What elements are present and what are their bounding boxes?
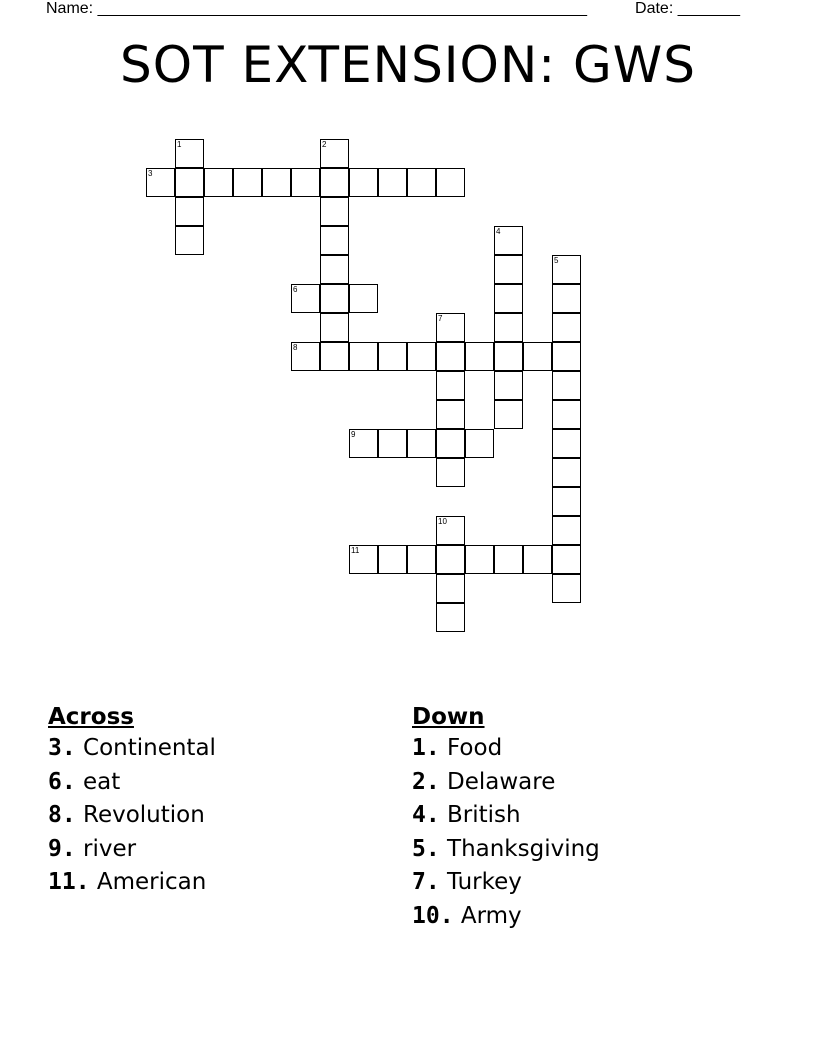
grid-cell[interactable] (320, 313, 349, 342)
clue-down-1 (412, 732, 600, 766)
grid-cell[interactable] (436, 429, 465, 458)
cell-number: 6 (293, 285, 298, 294)
grid-cell[interactable] (407, 342, 436, 371)
grid-cell[interactable] (320, 139, 349, 168)
grid-cell[interactable] (349, 429, 378, 458)
grid-cell[interactable] (494, 255, 523, 284)
grid-cell[interactable] (436, 603, 465, 632)
clue-text: Continental (75, 735, 216, 761)
grid-cell[interactable] (523, 342, 552, 371)
clue-text: Thanksgiving (439, 835, 600, 862)
clue-number: 1. (412, 735, 440, 761)
grid-cell[interactable] (262, 168, 291, 197)
clue-across-11 (48, 866, 216, 900)
grid-cell[interactable] (378, 429, 407, 458)
clue-number: 11. (48, 869, 90, 895)
grid-cell[interactable] (465, 429, 494, 458)
clue-across-3 (48, 732, 216, 766)
grid-cell[interactable] (175, 168, 204, 197)
grid-cell[interactable] (175, 139, 204, 168)
clue-number: 4. (412, 802, 440, 828)
grid-cell[interactable] (436, 516, 465, 545)
grid-cell[interactable] (349, 342, 378, 371)
cell-number: 7 (438, 314, 443, 323)
grid-cell[interactable] (552, 255, 581, 284)
grid-cell[interactable] (523, 545, 552, 574)
grid-cell[interactable] (320, 284, 349, 313)
clue-down-5 (412, 833, 600, 867)
grid-cell[interactable] (291, 168, 320, 197)
cell-number: 11 (351, 546, 360, 555)
down-clues (412, 700, 600, 933)
grid-cell[interactable] (494, 545, 523, 574)
grid-cell[interactable] (436, 168, 465, 197)
grid-cell[interactable] (291, 342, 320, 371)
grid-cell[interactable] (320, 226, 349, 255)
clue-text: Delaware (439, 768, 556, 795)
clue-down-2 (412, 766, 600, 800)
grid-cell[interactable] (552, 342, 581, 371)
clue-text: river (75, 835, 137, 862)
clue-text: eat (75, 768, 121, 795)
cell-number: 9 (351, 430, 356, 439)
grid-cell[interactable] (552, 284, 581, 313)
clue-across-9 (48, 833, 216, 867)
clue-across-6 (48, 766, 216, 800)
cell-number: 10 (438, 517, 447, 526)
grid-cell[interactable] (552, 458, 581, 487)
name-field-label: Name: _______________________________________________________ (46, 0, 587, 17)
grid-cell[interactable] (552, 400, 581, 429)
grid-cell[interactable] (494, 400, 523, 429)
cell-number: 1 (177, 140, 182, 149)
cell-number: 5 (554, 256, 559, 265)
grid-cell[interactable] (407, 429, 436, 458)
grid-cell[interactable] (436, 458, 465, 487)
grid-cell[interactable] (436, 574, 465, 603)
grid-cell[interactable] (494, 371, 523, 400)
clue-text: American (89, 869, 207, 895)
clue-number: 6. (48, 768, 76, 795)
grid-cell[interactable] (552, 371, 581, 400)
down-heading: Down (412, 704, 485, 730)
cell-number: 8 (293, 343, 298, 352)
grid-cell[interactable] (494, 284, 523, 313)
clue-down-10 (412, 900, 600, 934)
grid-cell[interactable] (204, 168, 233, 197)
clue-number: 9. (48, 835, 76, 862)
grid-cell[interactable] (465, 342, 494, 371)
clue-text: Revolution (75, 802, 205, 828)
grid-cell[interactable] (552, 487, 581, 516)
grid-cell[interactable] (436, 313, 465, 342)
grid-cell[interactable] (465, 545, 494, 574)
grid-cell[interactable] (494, 226, 523, 255)
grid-cell[interactable] (378, 342, 407, 371)
grid-cell[interactable] (552, 574, 581, 603)
cell-number: 4 (496, 227, 501, 236)
grid-cell[interactable] (494, 342, 523, 371)
grid-cell[interactable] (320, 168, 349, 197)
grid-cell[interactable] (291, 284, 320, 313)
clue-number: 7. (412, 869, 440, 895)
grid-cell[interactable] (552, 545, 581, 574)
clue-text: British (439, 802, 521, 828)
clue-number: 3. (48, 735, 76, 761)
clue-number: 8. (48, 802, 76, 828)
grid-cell[interactable] (436, 342, 465, 371)
date-field-label: Date: _______ (635, 0, 740, 17)
grid-cell[interactable] (175, 197, 204, 226)
grid-cell[interactable] (233, 168, 262, 197)
grid-cell[interactable] (407, 168, 436, 197)
grid-cell[interactable] (349, 284, 378, 313)
cell-number: 2 (322, 140, 327, 149)
grid-cell[interactable] (436, 371, 465, 400)
grid-cell[interactable] (552, 516, 581, 545)
clue-text: Turkey (439, 869, 522, 895)
grid-cell[interactable] (494, 313, 523, 342)
cell-number: 3 (148, 169, 153, 178)
grid-cell[interactable] (320, 197, 349, 226)
grid-cell[interactable] (349, 168, 378, 197)
grid-cell[interactable] (320, 255, 349, 284)
across-heading: Across (48, 704, 134, 730)
grid-cell[interactable] (349, 545, 378, 574)
clue-number: 2. (412, 768, 440, 795)
clue-number: 5. (412, 835, 440, 862)
grid-cell[interactable] (378, 168, 407, 197)
across-clues (48, 700, 216, 900)
grid-cell[interactable] (436, 400, 465, 429)
grid-cell[interactable] (407, 545, 436, 574)
clue-number: 10. (412, 902, 454, 929)
grid-cell[interactable] (436, 545, 465, 574)
grid-cell[interactable] (320, 342, 349, 371)
page-title: SOT EXTENSION: GWS (120, 36, 696, 94)
clue-text: Army (453, 902, 522, 929)
grid-cell[interactable] (552, 313, 581, 342)
grid-cell[interactable] (146, 168, 175, 197)
clue-text: Food (439, 735, 503, 761)
clue-down-4 (412, 799, 600, 833)
clue-down-7 (412, 866, 600, 900)
grid-cell[interactable] (378, 545, 407, 574)
grid-cell[interactable] (175, 226, 204, 255)
grid-cell[interactable] (552, 429, 581, 458)
clue-across-8 (48, 799, 216, 833)
